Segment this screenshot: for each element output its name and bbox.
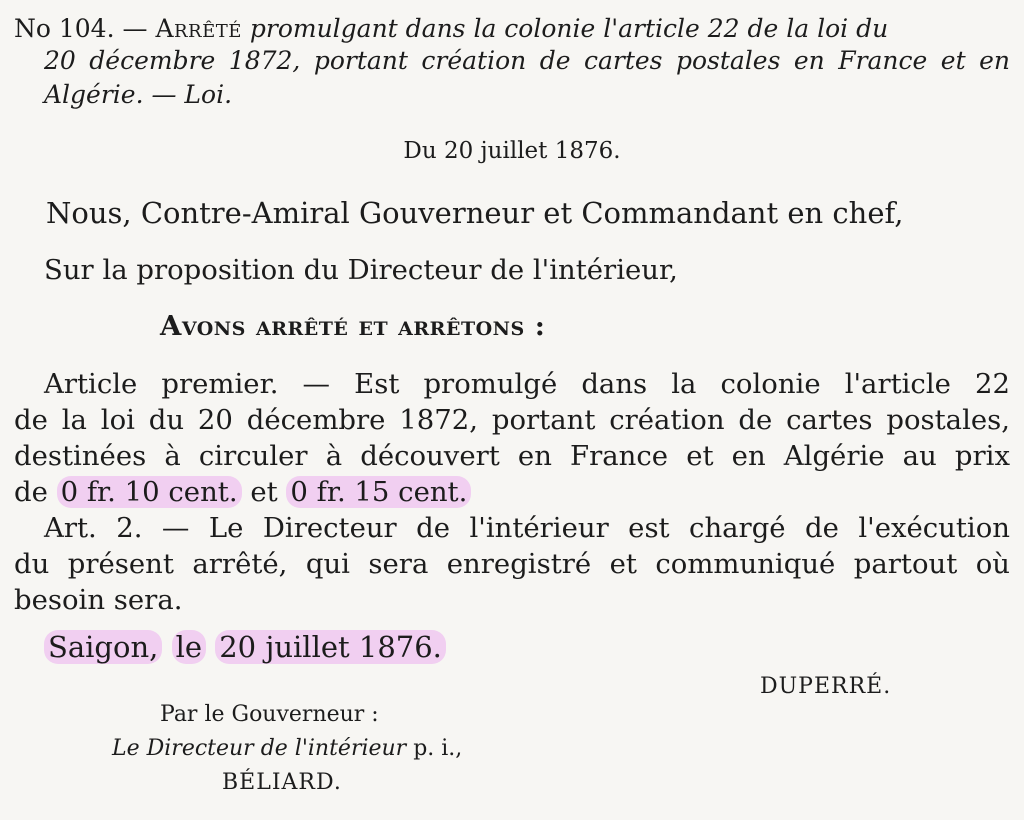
decree-number: No 104. bbox=[14, 14, 115, 43]
decree-type: Arrêté bbox=[155, 14, 242, 43]
price-amount-1: 0 fr. 10 cent. bbox=[57, 476, 242, 508]
nous-line: Nous, Contre-Amiral Gouverneur et Commandant en chef, bbox=[46, 196, 904, 230]
beliard-signature: BÉLIARD. bbox=[222, 770, 342, 795]
article1-line-1: Article premier. — Est promulgé dans la colonie l'article 22 bbox=[44, 368, 1010, 400]
signature: DUPERRÉ. bbox=[760, 674, 892, 699]
price-prefix: de bbox=[14, 476, 48, 508]
header-line-2: 20 décembre 1872, portant création de cartes postales en France et en bbox=[44, 46, 1010, 75]
place-le: le bbox=[172, 630, 206, 664]
place-name: Saigon, bbox=[44, 630, 162, 664]
proposition-line: Sur la proposition du Directeur de l'intérieur, bbox=[44, 254, 678, 286]
article2-line-1: Art. 2. — Le Directeur de l'intérieur est chargé de l'exécution bbox=[44, 512, 1010, 544]
directeur-line bbox=[112, 736, 462, 761]
header-line-3: Algérie. — Loi. bbox=[44, 80, 233, 109]
header-title-line-1: promulgant dans la colonie l'article 22 de la loi du bbox=[249, 14, 889, 43]
header-dash: — bbox=[122, 14, 148, 43]
article2-line-2: du présent arrêté, qui sera enregistré et communiqué partout où bbox=[14, 548, 1010, 580]
price-et: et bbox=[250, 476, 278, 508]
directeur-title: Le Directeur de l'intérieur bbox=[112, 736, 407, 761]
directeur-pi: p. i., bbox=[413, 736, 463, 761]
article2-line-3: besoin sera. bbox=[14, 584, 183, 616]
article1-line-4 bbox=[14, 476, 471, 508]
price-amount-2: 0 fr. 15 cent. bbox=[286, 476, 471, 508]
par-le-gouverneur: Par le Gouverneur : bbox=[160, 702, 379, 727]
place-date-line bbox=[44, 630, 446, 664]
header-line-1 bbox=[14, 14, 1010, 44]
signing-date: 20 juillet 1876. bbox=[215, 630, 446, 664]
article1-line-3: destinées à circuler à découvert en France et en Algérie au prix bbox=[14, 440, 1010, 472]
article1-line-2: de la loi du 20 décembre 1872, portant création de cartes postales, bbox=[14, 404, 1010, 436]
avons-line: Avons arrêté et arrêtons : bbox=[160, 310, 546, 342]
date-line: Du 20 juillet 1876. bbox=[403, 138, 621, 164]
